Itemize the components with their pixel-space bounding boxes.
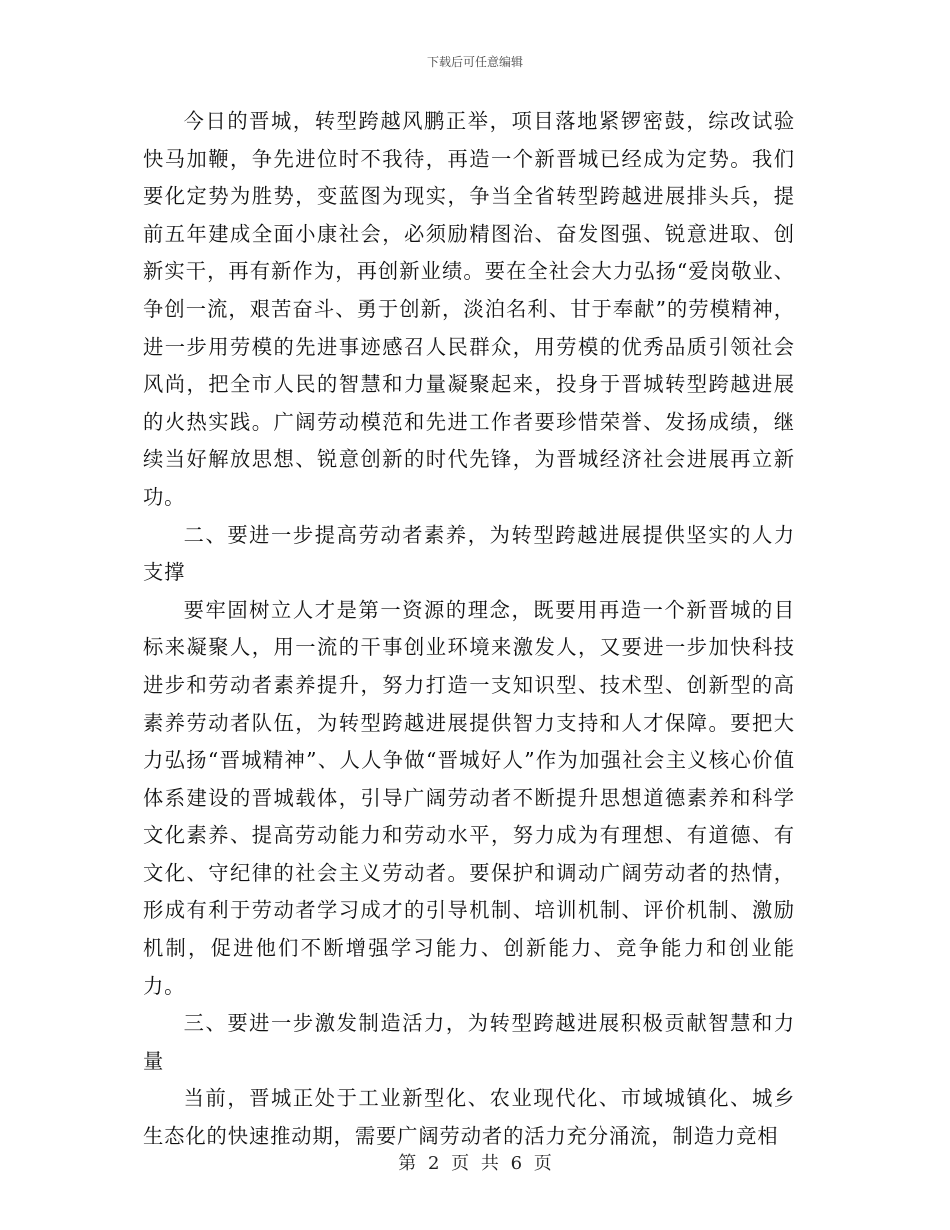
page-header-note: 下载后可任意编辑 [426,55,523,69]
page-number-footer: 第 2 页 共 6 页 [398,1153,552,1174]
paragraph-intro: 今日的晋城，转型跨越风鹏正举，项目落地紧锣密鼓，综改试验快马加鞭，争先进位时不我待，再造一个新晋城已经成为定势。我们要化定势为胜势，变蓝图为现实，争当全省转型跨越进展排头兵，提前五年建成全面小康社会，必须励精图治、奋发图强、锐意进取、创新实干，再有新作为，再创新业绩。要在全社会大力弘扬“爱岗敬业、争创一流，艰苦奋斗、勇于创新，淡泊名利、甘于奉献”的劳模精神，进一步用劳模的先进事迹感召人民群众，用劳模的优秀品质引领社会风尚，把全市人民的智慧和力量凝聚起来，投身于晋城转型跨越进展的火热实践。广阔劳动模范和先进工作者要珍惜荣誉、发扬成绩，继续当好解放思想、锐意创新的时代先锋，为晋城经济社会进展再立新功。 [143,109,795,509]
section-heading-3: 三、要进一步激发制造活力，为转型跨越进展积极贡献智慧和力量 [143,1011,795,1073]
paragraph-section-2: 要牢固树立人才是第一资源的理念，既要用再造一个新晋城的目标来凝聚人，用一流的干事创业环境来激发人，又要进一步加快科技进步和劳动者素养提升，努力打造一支知识型、技术型、创新型的高素养劳动者队伍，为转型跨越进展提供智力支持和人才保障。要把大力弘扬“晋城精神”、人人争做“晋城好人”作为加强社会主义核心价值体系建设的晋城载体，引导广阔劳动者不断提升思想道德素养和科学文化素养、提高劳动能力和劳动水平，努力成为有理想、有道德、有文化、守纪律的社会主义劳动者。要保护和调动广阔劳动者的热情，形成有利于劳动者学习成才的引导机制、培训机制、评价机制、激励机制，促进他们不断增强学习能力、创新能力、竞争能力和创业能力。 [143,597,795,998]
document-body [143,103,795,1156]
section-heading-2: 二、要进一步提高劳动者素养，为转型跨越进展提供坚实的人力支撑 [143,522,795,585]
paragraph-section-3: 当前，晋城正处于工业新型化、农业现代化、市域城镇化、城乡生态化的快速推动期，需要广阔劳动者的活力充分涌流，制造力竞相 [143,1086,795,1149]
